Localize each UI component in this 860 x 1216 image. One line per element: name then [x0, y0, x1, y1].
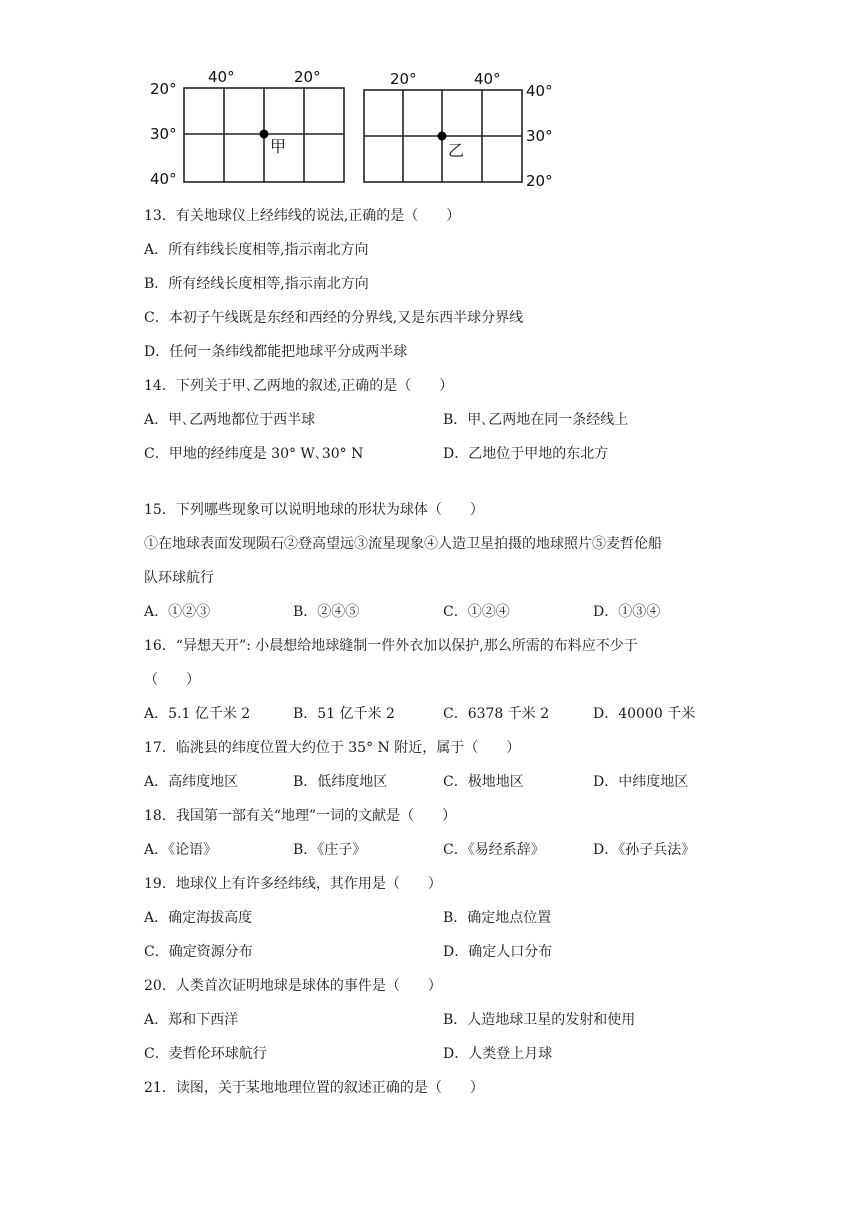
point-jia-label: 甲: [270, 137, 287, 156]
latitude-longitude-figure: [140, 62, 560, 194]
question-20-option-b: B．人造地球卫星的发射和使用: [443, 1012, 636, 1028]
question-18-stem: 18．我国第一部有关“地理”一词的文献是（ ）: [144, 808, 457, 824]
question-16-stem: 16．“异想天开”: 小晨想给地球缝制一件外衣加以保护,那么所需的布料应不少于: [144, 638, 638, 654]
question-15-stem-line-2: ①在地球表面发现陨石②登高望远③流星现象④人造卫星拍摄的地球照片⑤麦哲伦船: [144, 536, 662, 552]
question-15-option-d: D．①③④: [593, 604, 661, 620]
question-20-option-c: C．麦哲伦环球航行: [144, 1046, 267, 1062]
left-side-label-1: 20°: [150, 80, 177, 98]
question-20-option-d: D．人类登上月球: [443, 1046, 553, 1062]
question-18-option-c: C．《易经系辞》: [443, 842, 545, 858]
left-top-label-2: 20°: [294, 68, 321, 86]
question-15-option-a: A．①②③: [144, 604, 211, 620]
question-15-option-c: C．①②④: [443, 604, 510, 620]
question-17-option-a: A．高纬度地区: [144, 774, 239, 790]
question-16-option-d: D．40000 千米: [593, 706, 696, 722]
point-yi-label: 乙: [448, 141, 465, 160]
right-side-label-1: 40°: [526, 82, 553, 100]
question-13-stem: 13．有关地球仪上经纬线的说法,正确的是（ ）: [144, 208, 461, 224]
question-14-option-d: D．乙地位于甲地的东北方: [443, 446, 609, 462]
question-19-option-b: B．确定地点位置: [443, 910, 552, 926]
question-14-option-b: B．甲､乙两地在同一条经线上: [443, 412, 629, 428]
left-side-label-3: 40°: [150, 170, 177, 188]
question-17-option-b: B．低纬度地区: [293, 774, 388, 790]
question-19-stem: 19．地球仪上有许多经纬线，其作用是（ ）: [144, 876, 442, 892]
point-jia-marker: [260, 130, 269, 139]
question-13-option-b: B．所有经线长度相等,指示南北方向: [144, 276, 369, 292]
question-13-option-d: D．任何一条纬线都能把地球平分成两半球: [144, 344, 408, 360]
question-20-stem: 20．人类首次证明地球是球体的事件是（ ）: [144, 978, 442, 994]
question-17-option-c: C．极地地区: [443, 774, 524, 790]
question-18-option-b: B．《庄子》: [293, 842, 367, 858]
left-top-label-1: 40°: [208, 68, 235, 86]
question-16-option-b: B．51 亿千米 2: [293, 706, 395, 722]
right-side-label-2: 30°: [526, 127, 553, 145]
question-19-option-c: C．确定资源分布: [144, 944, 253, 960]
right-top-label-1: 20°: [390, 70, 417, 88]
question-19-option-d: D．确定人口分布: [443, 944, 553, 960]
question-14-stem: 14．下列关于甲､乙两地的叙述,正确的是（ ）: [144, 378, 454, 394]
grid-maps-svg: [140, 62, 560, 194]
question-18-option-a: A．《论语》: [144, 842, 218, 858]
question-20-option-a: A．郑和下西洋: [144, 1012, 239, 1028]
question-18-option-d: D．《孙子兵法》: [593, 842, 696, 858]
left-side-label-2: 30°: [150, 125, 177, 143]
question-13-option-a: A．所有纬线长度相等,指示南北方向: [144, 242, 369, 258]
question-17-option-d: D．中纬度地区: [593, 774, 689, 790]
question-21-stem: 21．读图，关于某地地理位置的叙述正确的是（ ）: [144, 1080, 484, 1096]
question-16-option-c: C．6378 千米 2: [443, 706, 550, 722]
point-yi-marker: [438, 132, 447, 141]
question-16-option-a: A．5.1 亿千米 2: [144, 706, 251, 722]
question-15-stem-line-3: 队环球航行: [144, 570, 214, 586]
right-top-label-2: 40°: [474, 70, 501, 88]
question-17-stem: 17．临洮县的纬度位置大约位于 35° N 附近，属于（ ）: [144, 740, 521, 756]
question-19-option-a: A．确定海拔高度: [144, 910, 253, 926]
question-13-option-c: C．本初子午线既是东经和西经的分界线,又是东西半球分界线: [144, 310, 524, 326]
right-side-label-3: 20°: [526, 172, 553, 190]
question-14-option-c: C．甲地的经纬度是 30° W､30° N: [144, 446, 364, 462]
question-16-stem-line-2: （ ）: [144, 672, 200, 688]
question-15-stem: 15．下列哪些现象可以说明地球的形状为球体（ ）: [144, 502, 484, 518]
question-14-option-a: A．甲､乙两地都位于西半球: [144, 412, 316, 428]
question-15-option-b: B．②④⑤: [293, 604, 360, 620]
